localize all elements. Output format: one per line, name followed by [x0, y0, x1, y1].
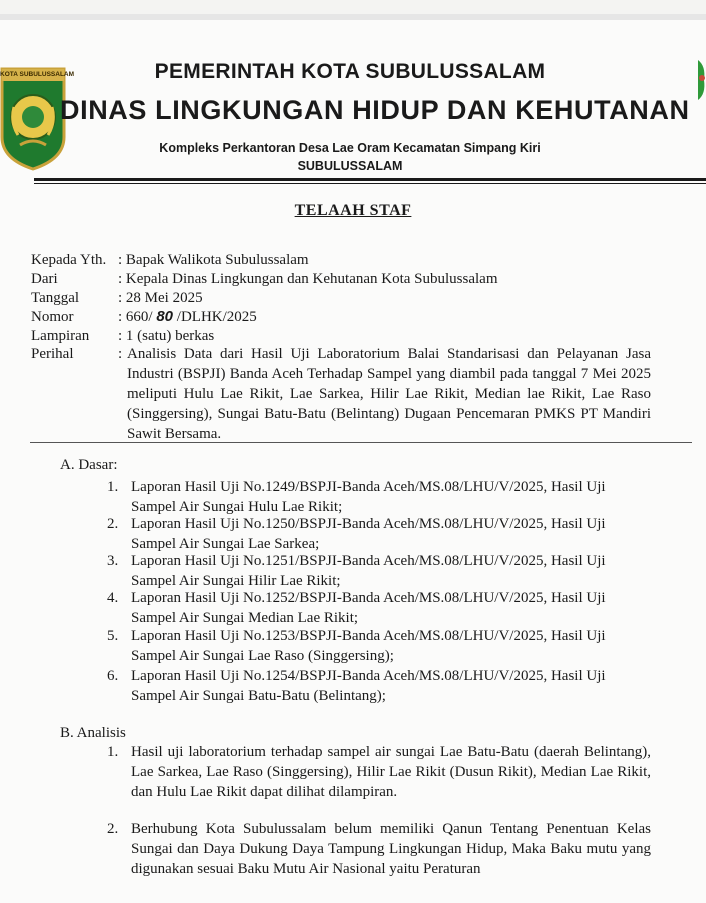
- field-label: Kepada Yth.: [31, 252, 107, 268]
- field-value: : 1 (satu) berkas: [118, 328, 215, 344]
- field-value: [118, 307, 257, 327]
- field-value: : Bapak Walikota Subulussalam: [118, 252, 309, 268]
- department-name: DINAS LINGKUNGAN HIDUP DAN KEHUTANAN: [60, 95, 690, 125]
- nomor-prefix: : 660/: [118, 309, 157, 325]
- item-line: Laporan Hasil Uji No.1253/BSPJI-Banda Aceh/MS.08/LHU/V/2025, Hasil Uji: [131, 628, 606, 644]
- field-label: Perihal: [31, 346, 74, 362]
- item-number: 3.: [107, 553, 119, 569]
- item-text: [131, 666, 651, 706]
- perihal-text: Analisis Data dari Hasil Uji Laboratorium Balai Standarisasi dan Pelayanan Jasa Industri (BSPJI) Banda Aceh Terhadap Sampel yang diambil pada tanggal 7 Mei 2025 meliputi Hulu Lae Rikit, Lae Sarkea, Hilir Lae Rikit, Median lae Rikit, Lae Raso (Singgersing), Sungai Batu-Batu (Belintang) Dugaan Pencemaran PMKS PT Mandiri Sawit Bersama.: [127, 346, 651, 442]
- item-text: Berhubung Kota Subulussalam belum memiliki Qanun Tentang Penentuan Kelas Sungai dan Daya Dukung Daya Tampung Lingkungan Hidup, Maka Baku mutu yang digunakan sesuai Baku Mutu Air Nasional yaitu Peraturan: [131, 821, 651, 877]
- item-number: 2.: [107, 821, 119, 837]
- item-line: Laporan Hasil Uji No.1254/BSPJI-Banda Aceh/MS.08/LHU/V/2025, Hasil Uji: [131, 668, 606, 684]
- section-divider: [30, 442, 692, 443]
- item-line: Sampel Air Sungai Batu-Batu (Belintang);: [131, 688, 386, 704]
- item-line: Laporan Hasil Uji No.1252/BSPJI-Banda Aceh/MS.08/LHU/V/2025, Hasil Uji: [131, 590, 606, 606]
- item-number: 6.: [107, 668, 119, 684]
- right-edge-emblem: [694, 56, 706, 104]
- section-a-heading: A. Dasar:: [60, 457, 118, 473]
- office-address: Kompleks Perkantoran Desa Lae Oram Kecamatan Simpang Kiri: [159, 141, 541, 155]
- field-value: : Kepala Dinas Lingkungan dan Kehutanan Kota Subulussalam: [118, 271, 498, 287]
- item-number: 1.: [107, 744, 119, 760]
- item-text: [131, 626, 651, 666]
- item-number: 5.: [107, 628, 119, 644]
- item-line: Sampel Air Sungai Lae Raso (Singgersing);: [131, 648, 394, 664]
- letterhead-rule-thin: [34, 183, 706, 184]
- item-line: Laporan Hasil Uji No.1249/BSPJI-Banda Aceh/MS.08/LHU/V/2025, Hasil Uji: [131, 479, 606, 495]
- item-line: Laporan Hasil Uji No.1250/BSPJI-Banda Aceh/MS.08/LHU/V/2025, Hasil Uji: [131, 516, 606, 532]
- document-title: TELAAH STAF: [294, 202, 412, 219]
- item-line: Sampel Air Sungai Hilir Lae Rikit;: [131, 573, 341, 589]
- item-number: 2.: [107, 516, 119, 532]
- item-line: Sampel Air Sungai Lae Sarkea;: [131, 536, 320, 552]
- item-number: 4.: [107, 590, 119, 606]
- item-line: Sampel Air Sungai Hulu Lae Rikit;: [131, 499, 343, 515]
- letterhead-rule-thick: [34, 178, 706, 181]
- nomor-suffix: /DLHK/2025: [173, 309, 257, 325]
- city-emblem-logo: [0, 67, 75, 171]
- government-name: PEMERINTAH KOTA SUBULUSSALAM: [154, 60, 546, 83]
- item-line: Laporan Hasil Uji No.1251/BSPJI-Banda Aceh/MS.08/LHU/V/2025, Hasil Uji: [131, 553, 606, 569]
- field-label: Dari: [31, 271, 58, 287]
- item-text: [131, 514, 651, 554]
- item-text: [131, 477, 651, 517]
- section-b-heading: B. Analisis: [60, 725, 126, 741]
- logo-banner-text: KOTA SUBULUSSALAM: [0, 71, 75, 78]
- field-label: Tanggal: [31, 290, 80, 306]
- item-line: Sampel Air Sungai Median Lae Rikit;: [131, 610, 359, 626]
- field-value: : 28 Mei 2025: [118, 290, 203, 306]
- item-text: Hasil uji laboratorium terhadap sampel air sungai Lae Batu-Batu (daerah Belintang), Lae Sarkea, Lae Raso (Singgersing), Hilir Lae Rikit (Dusun Rikit), Median Lae Rikit, dan Hulu Lae Rikit dapat dilihat dilampiran.: [131, 744, 651, 800]
- field-label: Nomor: [31, 309, 74, 325]
- item-number: 1.: [107, 479, 119, 495]
- item-text: [131, 588, 651, 628]
- item-text: [131, 551, 651, 591]
- field-label: Lampiran: [31, 328, 90, 344]
- office-city: SUBULUSSALAM: [297, 159, 403, 173]
- handwritten-number: 80: [156, 308, 174, 325]
- field-colon: :: [118, 346, 123, 362]
